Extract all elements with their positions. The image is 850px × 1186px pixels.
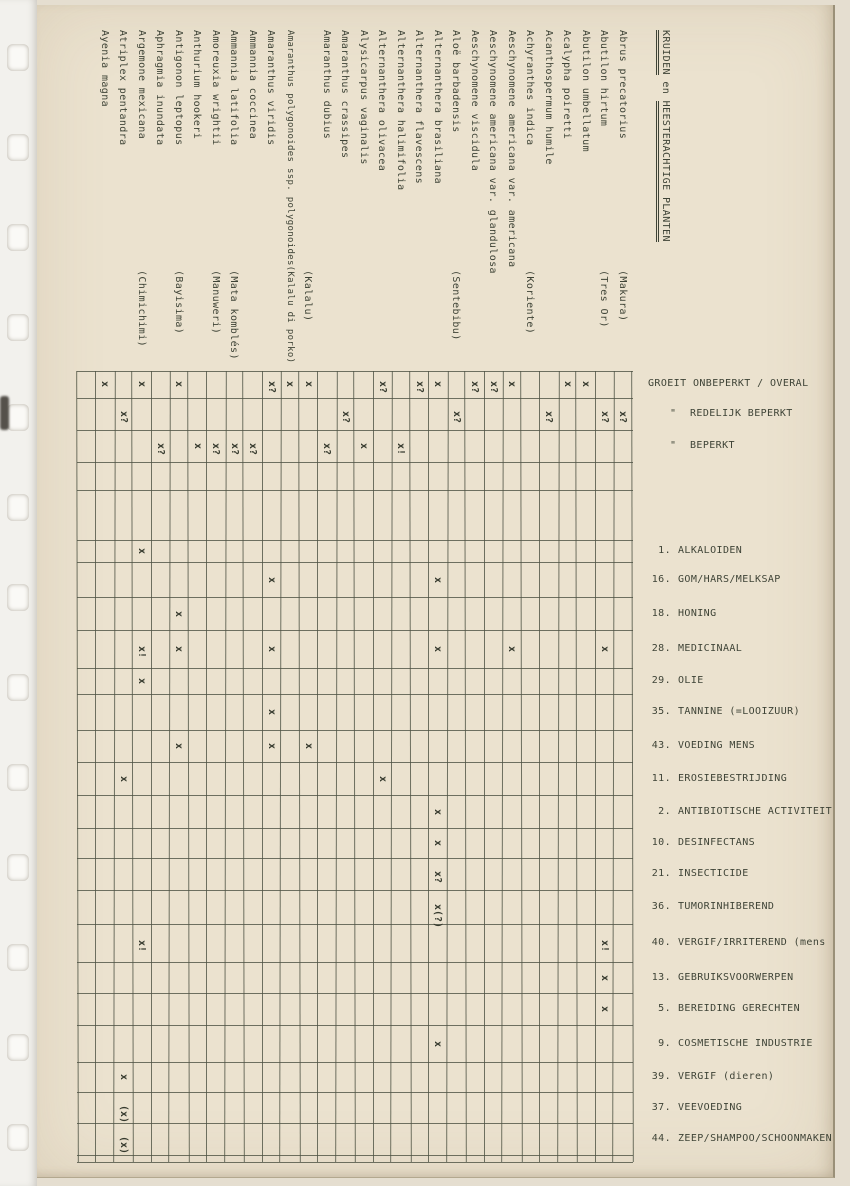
grid-mark: x: [136, 381, 147, 388]
use-label: ALKALOIDEN: [678, 545, 743, 556]
grid-horizontal-line: [77, 924, 633, 925]
plant-line: [227, 30, 240, 360]
plant-vernacular-label: (Mata komblés): [228, 270, 239, 360]
plant-line: [412, 30, 425, 184]
plant-vernacular-label: (Bayisima): [172, 270, 184, 335]
plant-line: [449, 30, 462, 341]
grid-mark: x?: [450, 411, 462, 424]
plant-line: [523, 30, 536, 335]
grid-mark: x: [358, 443, 369, 450]
grid-horizontal-line: [77, 430, 633, 431]
plant-line: [486, 30, 499, 274]
use-number: 43.: [651, 740, 671, 751]
plant-vernacular-label: (Tres Or): [598, 270, 609, 328]
grid-mark: x: [265, 646, 277, 653]
use-label: COSMETISCHE INDUSTRIE: [678, 1038, 813, 1049]
grid-mark: x: [173, 611, 184, 618]
grid-mark: x: [284, 381, 295, 388]
use-legend-row: [645, 1133, 832, 1144]
grid-horizontal-line: [77, 562, 633, 563]
plant-name-label: Anthurium hookeri: [191, 30, 202, 140]
grid-mark: x: [432, 381, 443, 388]
plant-vernacular-label: (Sentebibu): [450, 270, 461, 341]
plant-vernacular-label: (Koriente): [524, 270, 535, 335]
grid-horizontal-line: [77, 1025, 633, 1026]
grid-mark: x?: [413, 381, 425, 394]
grid-mark: x!: [136, 940, 147, 953]
use-number: 44.: [651, 1133, 671, 1144]
plant-vernacular-label: (Manuweri): [209, 270, 221, 335]
plant-name-label: Aeschynomene viscidula: [468, 30, 480, 172]
plant-name-label: Aloë barbadensis: [450, 30, 461, 133]
ditto-mark: ": [670, 408, 677, 419]
grid-mark: x: [432, 809, 443, 816]
use-number: 9.: [658, 1038, 671, 1049]
plant-name-label: Amaranthus viridis: [265, 30, 276, 146]
plant-line: [375, 30, 388, 171]
plant-name-label: Amaranthus crassipes: [339, 30, 350, 159]
grid-mark: x?: [247, 443, 258, 456]
plant-line: [542, 30, 555, 165]
page-title-word-kruiden: KRUIDEN: [656, 30, 671, 75]
grid-mark: x?: [469, 381, 480, 394]
plant-name-label: Alternanthera brasiliana: [431, 30, 443, 185]
grid-horizontal-line: [77, 858, 633, 859]
use-number: 29.: [651, 675, 671, 686]
binder-hole: [7, 134, 29, 161]
plant-name-label: Antigonon leptopus: [172, 30, 184, 146]
grid-horizontal-line: [77, 597, 633, 598]
plant-line: [135, 30, 148, 348]
grid-mark: x: [376, 776, 388, 783]
use-number: 2.: [658, 806, 671, 817]
plant-name-label: Aphragmia inundata: [154, 30, 165, 146]
plant-line: [597, 30, 610, 328]
use-legend-row: [645, 1102, 742, 1113]
ditto-mark: ": [670, 440, 677, 451]
binder-hole: [7, 764, 29, 791]
use-number: 21.: [651, 868, 671, 879]
use-label: ANTIBIOTISCHE ACTIVITEIT: [678, 806, 833, 817]
use-legend-row: [645, 574, 781, 585]
grid-horizontal-line: [77, 828, 633, 829]
use-number: 28.: [651, 643, 671, 654]
use-legend-row: [645, 773, 787, 784]
use-legend-row: [645, 901, 774, 912]
use-legend-row: [645, 837, 755, 848]
use-legend-row: [645, 806, 832, 817]
plant-line: [172, 30, 185, 335]
grid-mark: x!: [136, 646, 147, 659]
grid-horizontal-line: [77, 795, 633, 796]
grid-mark: x?: [154, 443, 166, 456]
use-label: TUMORINHIBEREND: [678, 901, 775, 912]
use-label: EROSIEBESTRIJDING: [678, 773, 788, 784]
plant-name-label: Alternanthera olivacea: [376, 30, 387, 172]
plant-name-label: Acalypha poiretti: [561, 30, 572, 140]
grid-mark: x: [99, 381, 110, 388]
grid-horizontal-line: [77, 890, 633, 891]
use-label: INSECTICIDE: [678, 868, 749, 879]
use-label: TANNINE (=LOOIZUUR): [678, 706, 800, 717]
grid-mark: x: [302, 743, 314, 750]
binder-strip: [0, 0, 37, 1186]
use-label: VERGIF (dieren): [678, 1071, 775, 1082]
grid-mark: x?: [376, 381, 388, 394]
plant-name-label: Amoreuxia wrightii: [209, 30, 221, 146]
binder-hole: [7, 44, 29, 71]
use-label: MEDICINAAL: [678, 643, 743, 654]
grid-mark: x: [432, 577, 443, 584]
use-number: 18.: [651, 608, 671, 619]
use-legend-row: [645, 675, 704, 686]
grid-horizontal-line: [77, 1092, 633, 1093]
grid-mark: x?: [339, 411, 351, 424]
page-title: [659, 30, 672, 242]
grid-mark: x: [506, 646, 517, 653]
grid-mark: x: [598, 646, 610, 653]
use-label: OLIE: [678, 675, 704, 686]
use-label: VERGIF/IRRITEREND (mens: [678, 937, 826, 948]
plant-name-label: Acanthospermum humile: [542, 30, 554, 165]
plant-line: [616, 30, 629, 322]
use-legend-row: [645, 706, 800, 717]
plant-name-label: Atriplex pentandra: [117, 30, 128, 146]
plant-name-label: Alternanthera halimifolia: [394, 30, 406, 191]
use-legend-row: [645, 1038, 813, 1049]
grid-mark: x: [598, 1006, 610, 1013]
grid-mark: x?: [617, 411, 628, 424]
use-number: 16.: [651, 574, 671, 585]
page-title-word-heesterachtige: HEESTERACHTIGE PLANTEN: [656, 101, 671, 242]
grid-horizontal-line: [77, 490, 633, 491]
plant-line: [98, 30, 111, 107]
grid-horizontal-line: [77, 962, 633, 963]
grid-mark: x: [117, 776, 129, 783]
grid-mark: x: [191, 443, 203, 450]
grid-mark: x?: [598, 411, 610, 424]
grid-mark: x: [117, 1074, 129, 1081]
grid-mark: x: [432, 840, 443, 847]
grid-mark: (x): [117, 1105, 129, 1124]
scan-smudge: [0, 396, 9, 430]
plant-name-label: Ammannia coccinea: [246, 30, 258, 140]
use-number: 37.: [651, 1102, 671, 1113]
grid-mark: x!: [395, 443, 406, 456]
grid-horizontal-line: [77, 462, 633, 463]
plant-name-label: Amaranthus polygonoides ssp. polygonoides(Kalalu di porko): [284, 30, 295, 364]
use-number: 5.: [658, 1003, 671, 1014]
grid-mark: x: [432, 646, 443, 653]
growth-legend-label: GROEIT ONBEPERKT / OVERAL: [648, 378, 809, 389]
use-number: 36.: [651, 901, 671, 912]
plant-line: [209, 30, 222, 335]
grid-mark: x: [265, 743, 277, 750]
grid-horizontal-line: [77, 371, 633, 372]
grid-mark: x: [173, 743, 184, 750]
binder-hole: [7, 224, 29, 251]
plant-vernacular-label: (Chimichimi): [135, 270, 147, 348]
grid-horizontal-line: [77, 668, 633, 669]
use-legend-row: [645, 643, 742, 654]
binder-hole: [7, 854, 29, 881]
binder-hole: [7, 1124, 29, 1151]
grid-mark: (x): [117, 1136, 129, 1155]
grid-mark: x: [173, 646, 184, 653]
plant-name-label: Ammannia latifolia: [228, 30, 239, 146]
plant-vernacular-label: (Makura): [616, 270, 628, 322]
grid-mark: x: [580, 381, 591, 388]
binder-hole: [7, 404, 29, 431]
page-title-connector: en: [660, 74, 671, 101]
binder-hole: [7, 944, 29, 971]
use-label: HONING: [678, 608, 717, 619]
grid-mark: x?: [321, 443, 332, 456]
grid-horizontal-line: [77, 1162, 633, 1163]
grid-mark: x: [432, 1041, 443, 1048]
grid-mark: x: [302, 381, 314, 388]
grid-mark: x?: [487, 381, 499, 394]
plant-line: [579, 30, 592, 152]
grid-mark: x?: [265, 381, 277, 394]
use-legend-row: [645, 608, 717, 619]
grid-mark: x?: [117, 411, 129, 424]
plant-name-label: Ayenia magna: [98, 30, 110, 108]
use-number: 35.: [651, 706, 671, 717]
growth-legend-label: BEPERKT: [690, 440, 735, 451]
grid-mark: x!: [598, 940, 610, 953]
plant-line: [394, 30, 407, 191]
use-number: 13.: [651, 972, 671, 983]
grid-horizontal-line: [77, 730, 633, 731]
binder-hole: [7, 314, 29, 341]
grid-mark: x: [265, 709, 277, 716]
growth-legend-label: REDELIJK BEPERKT: [690, 408, 793, 419]
use-legend-row: [645, 1071, 774, 1082]
plant-name-label: Aeschynomene americana var. americana: [505, 30, 517, 268]
plant-line: [338, 30, 351, 158]
plant-name-label: Amaranthus dubius: [320, 30, 332, 140]
grid-mark: x: [598, 975, 610, 982]
plant-line: [153, 30, 166, 146]
use-label: VOEDING MENS: [678, 740, 756, 751]
binder-hole: [7, 584, 29, 611]
use-label: DESINFECTANS: [678, 837, 756, 848]
plant-line: [283, 30, 296, 363]
binder-hole: [7, 494, 29, 521]
plant-line: [560, 30, 573, 139]
use-legend-row: [645, 545, 742, 556]
plant-line: [264, 30, 277, 146]
grid-horizontal-line: [77, 762, 633, 763]
plant-name-label: Aeschynomene americana var. glandulosa: [487, 30, 498, 274]
grid-horizontal-line: [77, 398, 633, 399]
use-legend-row: [645, 937, 826, 948]
use-legend-row: [645, 972, 794, 983]
grid-mark: x: [136, 678, 147, 685]
grid-mark: x: [506, 381, 517, 388]
grid-mark: x: [173, 381, 184, 388]
grid-horizontal-line: [77, 1155, 633, 1156]
plant-name-label: Abutilon umbellatum: [579, 30, 591, 152]
grid-horizontal-line: [77, 630, 633, 631]
plant-name-label: Alysicarpus vaginalis: [357, 30, 369, 165]
use-number: 1.: [658, 545, 671, 556]
plant-vernacular-label: (Kalalu): [302, 270, 313, 322]
grid-mark: x(?): [432, 904, 443, 929]
grid-horizontal-line: [77, 694, 633, 695]
grid-mark: x?: [210, 443, 221, 456]
use-number: 10.: [651, 837, 671, 848]
use-legend-row: [645, 868, 749, 879]
use-label: GEBRUIKSVOORWERPEN: [678, 972, 794, 983]
grid-mark: x?: [228, 443, 240, 456]
plant-line: [431, 30, 444, 184]
grid-horizontal-line: [77, 1062, 633, 1063]
grid-mark: x?: [432, 871, 443, 884]
grid-mark: x: [265, 577, 277, 584]
plant-name-label: Abrus precatorius: [616, 30, 628, 140]
grid-horizontal-line: [77, 540, 633, 541]
plant-name-label: Abutilon hirtum: [598, 30, 609, 127]
grid-mark: x: [136, 548, 147, 555]
use-legend-row: [645, 740, 755, 751]
plant-name-label: Achyranthes indica: [524, 30, 535, 146]
use-number: 11.: [651, 773, 671, 784]
binder-hole: [7, 1034, 29, 1061]
plant-line: [468, 30, 481, 171]
use-label: VEEVOEDING: [678, 1102, 743, 1113]
plant-name-label: Alternanthera flavescens: [413, 30, 424, 185]
use-label: GOM/HARS/MELKSAP: [678, 574, 781, 585]
plant-line: [116, 30, 129, 146]
use-number: 40.: [651, 937, 671, 948]
use-number: 39.: [651, 1071, 671, 1082]
plant-line: [320, 30, 333, 139]
use-label: BEREIDING GERECHTEN: [678, 1003, 800, 1014]
grid-mark: x?: [543, 411, 554, 424]
plant-line: [505, 30, 518, 268]
grid-mark: x: [561, 381, 573, 388]
plant-line: [357, 30, 370, 165]
binder-hole: [7, 674, 29, 701]
plant-name-label: Argemone mexicana: [135, 30, 147, 140]
use-legend-row: [645, 1003, 800, 1014]
grid-horizontal-line: [77, 993, 633, 994]
grid-horizontal-line: [77, 1123, 633, 1124]
plant-line: [246, 30, 259, 139]
plant-line: [190, 30, 203, 139]
use-label: ZEEP/SHAMPOO/SCHOONMAKEN: [678, 1133, 833, 1144]
